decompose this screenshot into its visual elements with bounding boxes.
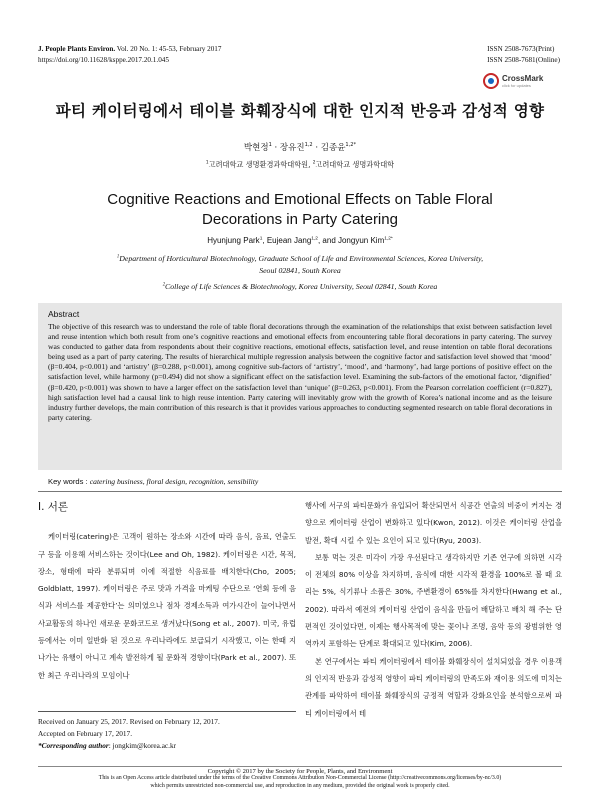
author-name: Jongyun Kim	[337, 236, 385, 245]
crossmark-label: CrossMark	[502, 74, 544, 83]
korean-title: 파티 케이터링에서 테이블 화훼장식에 대한 인지적 반응과 감성적 영향	[55, 102, 545, 120]
crossmark-badge[interactable]	[483, 72, 545, 90]
author-name: 장유진	[279, 143, 305, 153]
corr-email[interactable]: : jongkim@korea.ac.kr	[108, 740, 177, 750]
affil-sup: 2	[312, 160, 316, 166]
keywords	[48, 477, 258, 486]
journal-citation	[38, 44, 221, 55]
crossmark-sub: click for updates	[502, 83, 531, 88]
author-sup: 1,2*	[384, 236, 393, 242]
section-heading: Ⅰ. 서론	[38, 501, 69, 513]
author-name: Hyunjung Park	[207, 236, 260, 245]
right-column	[305, 497, 562, 722]
issn-print: ISSN 2508-7673(Print)	[487, 45, 555, 53]
affiliation-2	[50, 281, 550, 293]
affil-text: Department of Horticultural Biotechnology, Graduate School of Life and Environmental Sciences, Korea University,	[119, 254, 484, 263]
author-separator: ,	[262, 236, 267, 245]
english-title-line: Decorations in Party Catering	[202, 211, 398, 228]
affil-text: 고려대학교 생명과학대학	[315, 160, 395, 169]
copyright-line: Copyright © 2017 by the Society for People, Plants, and Environment	[207, 768, 393, 775]
korean-authors	[0, 141, 600, 153]
issn-block	[487, 44, 560, 66]
section-divider	[38, 491, 562, 492]
affil-sup: 1	[116, 254, 120, 260]
affiliation-1	[50, 253, 550, 265]
author-separator: , and	[317, 236, 338, 245]
received-date: Received on January 25, 2017. Revised on February 12, 2017.	[38, 717, 220, 726]
journal-name: J. People Plants Environ.	[38, 45, 116, 53]
left-column	[38, 497, 296, 684]
keywords-label: Key words :	[48, 477, 90, 486]
footnote-divider	[38, 711, 296, 712]
author-sup: 1,2	[311, 236, 318, 242]
doi-link[interactable]: https://doi.org/10.11628/ksppe.2017.20.1.045	[38, 56, 169, 64]
license-line: which permits unrestricted non-commercial use, and reproduction in any medium, provided the original work is properly cited.	[150, 782, 450, 789]
affil-sup: 2	[162, 282, 166, 288]
korean-affiliations	[0, 160, 600, 170]
affil-text: College of Life Sciences & Biotechnology, Korea University, Seoul 02841, South Korea	[165, 282, 438, 291]
footnote	[38, 716, 296, 751]
keywords-text: catering business, floral design, recognition, sensibility	[89, 477, 259, 486]
author-sup: 1	[268, 142, 272, 149]
author-name: 박현정	[243, 143, 269, 153]
author-separator: ·	[312, 143, 321, 153]
affil-text: 고려대학교 생명환경과학대학원,	[208, 160, 313, 169]
english-authors	[0, 236, 600, 245]
body-paragraph: 행사에 서구의 파티문화가 유입되어 확산되면서 식공간 연출의 비중이 커지는 경향으로 케이터링 산업이 변화하고 있다(Kwon, 2012). 이것은 케이터링 산업을 발전, 확대 시킬 수 있는 요인이 되고 있다(Ryu, 2003).	[305, 501, 562, 545]
license-line: This is an Open Access article distributed under the terms of the Creative Commons Attribution Non-Commercial License (http://creativecommons.org/licenses/by-nc/3.0)	[98, 775, 502, 782]
abstract-box	[38, 303, 562, 470]
author-name: 김종윤	[320, 143, 346, 153]
author-separator: ·	[271, 143, 280, 153]
english-affiliations	[50, 253, 550, 293]
author-sup: 1,2	[304, 142, 313, 149]
footer-divider	[38, 766, 562, 767]
author-sup: 1,2*	[345, 142, 357, 149]
english-title	[0, 190, 600, 230]
journal-info: Vol. 20 No. 1: 45-53, February 2017	[115, 45, 222, 53]
body-paragraph: 케이터링(catering)은 고객이 원하는 장소와 시간에 따라 음식, 음료, 연출도구 등을 이용해 서비스하는 것이다(Lee and Oh, 1982). 케이터링은 시간, 목적, 장소, 형태에 따라 분류되며 이에 적절한 식음료를 배치한다(Cho, 2005; Goldblatt, 1997). 케이터링은 주로 맛과 가격을 마케팅 수단으로 ‘연회 등에 음식과 서비스를 제공한다’는 의미였으나 점차 경제소득과 여가시간이 늘어나면서 사교활동의 하나인 새로운 문화코드로 생겨났다(Song et al., 2007). 미국, 유럽 등에서는 이미 일반화 된 것으로 우리나라에도 보급되기 시작했고, 이는 한때 지나가는 유행이 아니고 계속 발전하게 될 문화적 경향이다(Park et al., 2007). 또한 최근 우리나라의 모임이나	[38, 532, 296, 680]
author-name: Eujean Jang	[266, 236, 312, 245]
body-paragraph: 본 연구에서는 파티 케이터링에서 테이블 화훼장식이 설치되었을 경우 이용객의 인지적 반응과 감성적 영향이 파티 케이터링의 만족도와 재이용 의도에 미치는 관계를 파악하여 테이블 화훼장식의 긍정적 역할과 강화요인을 분석함으로써 파티 케이터링에서 테	[305, 656, 562, 718]
accepted-date: Accepted on February 17, 2017.	[38, 728, 133, 738]
journal-header	[38, 44, 221, 66]
crossmark-icon	[483, 73, 499, 89]
issn-online: ISSN 2508-7681(Online)	[487, 56, 560, 64]
abstract-body: The objective of this research was to understand the role of table floral decorations through the examination of the relationships that exist between satisfaction level and reuse intention which both result from one’s cognitive reactions and emotional effects from encountering table floral decorations in party catering. The survey was conducted to gather data from respondents about their cognitive reactions, emotional effects, satisfaction level, and reuse intention on table floral decorations being used as a part of party catering. The results of hierarchical multiple regression analysis between the cognitive factor and satisfaction level showed that ‘mood’ (β=0.404, p<0.001) and ‘artistry’ (β=0.288, p<0.001), among cognitive sub-factors of ‘artistry’, ‘mood’, and ‘harmony’, had large portions of positive effect on the satisfaction level, while harmony (p=0.494) did not show a significant effect on the satisfaction level. Examining the sub-factors of the emotional factor, ‘dignified’ (β=0.420, p<0.001) was shown to have a larger effect on the satisfaction level than ‘unique’ (β=0.263, p<0.001). From the Pearson correlation coefficient (r=0.827), high satisfaction level had a causal link to high reuse intention. Party catering will inevitably grow with the growth of Korea’s national income and as the leisure industry further develops, the main contribution of this research is that it provides various approaches to conducting segmented research on table floral decorations in party catering.	[48, 322, 552, 422]
corresponding-author	[38, 740, 296, 752]
body-paragraph: 보통 먹는 것은 미각이 가장 우선된다고 생각하지만 기존 연구에 의하면 시각이 전체의 80% 이상을 차지하며, 음식에 대한 시각적 환경을 100%로 볼 때 요리는 5%, 식기류나 소품은 30%, 주변환경이 65%를 차지한다(Hwang et al., 2002). 따라서 예전의 케이터링 산업이 음식을 만들어 배달하고 배치 해 주는 단편적인 것이었다면, 이제는 행사목적에 맞는 꽃이나 조명, 음악 등의 광범위한 영역까지 포함하는 단계로 확대되고 있다(Kim, 2006).	[305, 552, 562, 649]
corr-label: *Corresponding author	[38, 740, 109, 750]
license-footer	[38, 768, 562, 790]
abstract-heading: Abstract	[48, 309, 80, 319]
affil-sup: 1	[205, 160, 209, 166]
author-sup: 1	[259, 236, 263, 242]
english-title-line: Cognitive Reactions and Emotional Effects on Table Floral	[107, 191, 493, 208]
affiliation-1-cont: Seoul 02841, South Korea	[259, 265, 341, 275]
